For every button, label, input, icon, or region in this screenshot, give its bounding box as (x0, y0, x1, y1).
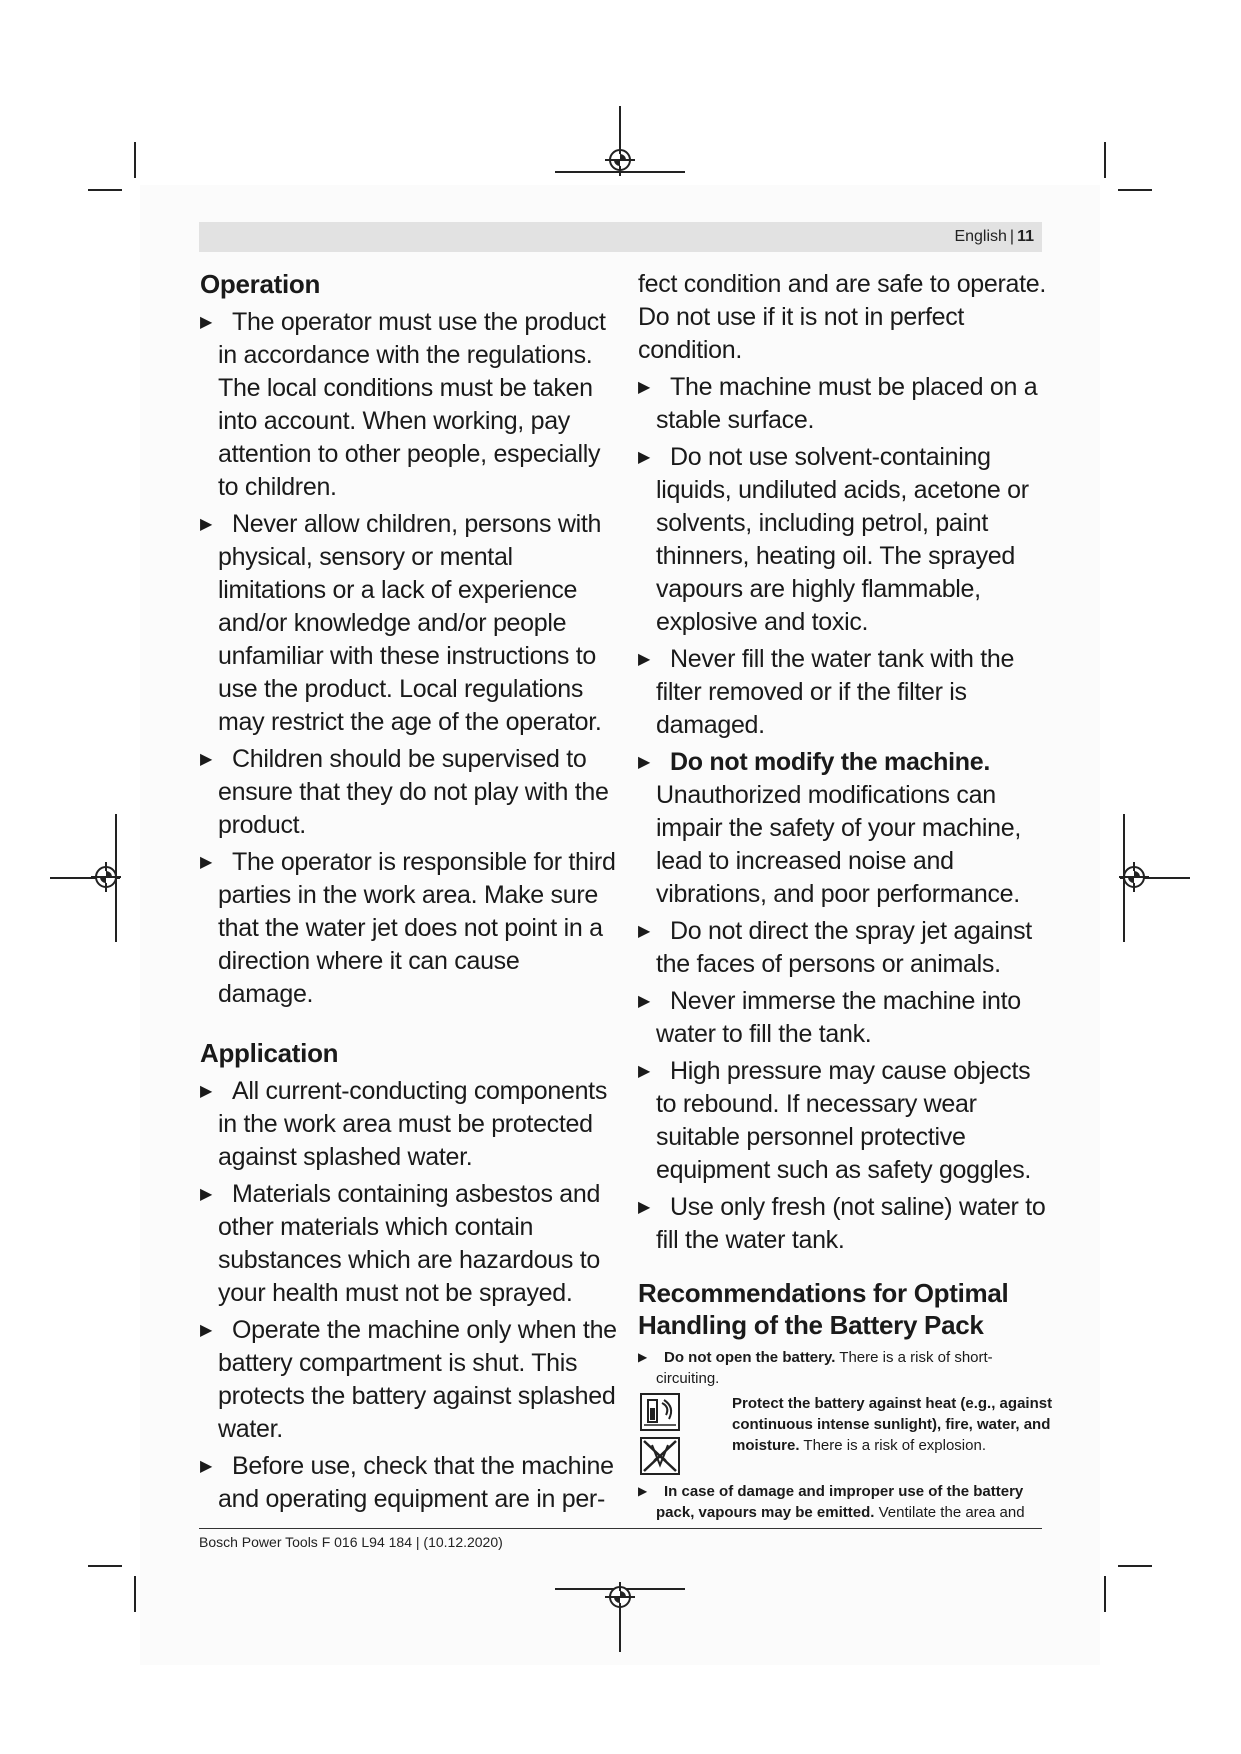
footer-text: Bosch Power Tools F 016 L94 184 | (10.12.2020) (199, 1534, 503, 1550)
heat-sun-warning-icon (640, 1393, 680, 1431)
registration-mark-bottom (609, 1586, 631, 1608)
list-item: ▶ Do not open the battery. There is a risk of short-circuiting. (638, 1349, 993, 1387)
header-language: English (954, 228, 1007, 245)
list-item: ▶ Materials containing asbestos and other materials which contain substances which are hazardous to your health must not be sprayed. (200, 1180, 601, 1307)
crop-mark (1104, 1576, 1106, 1612)
list-item: ▶ The operator must use the product in accordance with the regulations. The local conditions must be taken into account. When working, pay attention to other people, especially to children. (200, 308, 606, 501)
battery-heat-warning-text: Protect the battery against heat (e.g., against continuous intense sunlight), fire, water, and moisture. There is a risk of explosion. (732, 1395, 1053, 1454)
left-column (200, 268, 620, 1520)
registration-mark-top (609, 149, 631, 171)
list-item: ▶ Before use, check that the machine and operating equipment are in per- (200, 1452, 614, 1513)
bullet-arrow-icon: ▶ (638, 993, 651, 1010)
bullet-arrow-icon: ▶ (200, 854, 213, 871)
list-item: ▶ The machine must be placed on a stable surface. (638, 373, 1038, 434)
list-item: ▶ In case of damage and improper use of the battery pack, vapours may be emitted. Ventilate the area and (638, 1483, 1025, 1521)
continued-text: fect condition and are safe to operate. Do not use if it is not in perfect condition. (638, 270, 1047, 364)
bullet-arrow-icon: ▶ (200, 1458, 213, 1475)
list-item: ▶ Never fill the water tank with the filter removed or if the filter is damaged. (638, 645, 1015, 739)
bullet-arrow-icon: ▶ (200, 1186, 213, 1203)
list-item: ▶ Operate the machine only when the battery compartment is shut. This protects the battery against splashed water. (200, 1316, 617, 1443)
battery-warning-block (638, 1393, 1053, 1475)
header-label: English | 11 (954, 228, 1034, 245)
bullet-arrow-icon: ▶ (638, 923, 651, 940)
list-item: ▶ Do not modify the machine. Unauthorized modifications can impair the safety of your machine, lead to increased noise and vibrations, and poor performance. (638, 748, 1021, 908)
page-header (199, 222, 1042, 252)
list-item: ▶ All current-conducting components in the work area must be protected against splashed water. (200, 1077, 608, 1171)
bullet-arrow-icon: ▶ (638, 1484, 648, 1498)
battery-heading: Recommendations for Optimal Handling of the Battery Pack (638, 1278, 1009, 1340)
list-item: ▶ High pressure may cause objects to rebound. If necessary wear suitable personnel protective equipment such as safety goggles. (638, 1057, 1032, 1184)
list-item: ▶ Children should be supervised to ensure that they do not play with the product. (200, 745, 609, 839)
bullet-arrow-icon: ▶ (638, 449, 651, 466)
bullet-arrow-icon: ▶ (638, 1063, 651, 1080)
list-item: ▶ Never allow children, persons with physical, sensory or mental limitations or a lack of experience and/or knowledge and/or people unfamiliar with these instructions to use the product. Local regulations may restrict the age of the operator. (200, 510, 602, 736)
list-item: ▶ The operator is responsible for third parties in the work area. Make sure that the water jet does not point in a direction where it can cause damage. (200, 848, 616, 1008)
no-water-icon (640, 1437, 680, 1475)
crop-mark (88, 1565, 122, 1567)
bullet-arrow-icon: ▶ (200, 751, 213, 768)
crop-mark (1118, 1565, 1152, 1567)
bullet-arrow-icon: ▶ (200, 1322, 213, 1339)
warning-icons (638, 1393, 700, 1475)
crop-mark (1104, 142, 1106, 178)
bullet-arrow-icon: ▶ (638, 379, 651, 396)
list-item: ▶ Do not use solvent-containing liquids, undiluted acids, acetone or solvents, including petrol, paint thinners, heating oil. The sprayed vapours are highly flammable, explosive and toxic. (638, 443, 1029, 636)
operation-heading: Operation (200, 269, 321, 299)
list-item: ▶ Use only fresh (not saline) water to fill the water tank. (638, 1193, 1046, 1254)
bullet-arrow-icon: ▶ (200, 314, 213, 331)
bullet-arrow-icon: ▶ (638, 1350, 648, 1364)
bullet-arrow-icon: ▶ (200, 1083, 213, 1100)
crop-mark (1118, 189, 1152, 191)
crop-mark (134, 1576, 136, 1612)
registration-mark-right (1123, 866, 1145, 888)
bullet-arrow-icon: ▶ (638, 754, 651, 771)
list-item: ▶ Do not direct the spray jet against the faces of persons or animals. (638, 917, 1032, 978)
footer-divider (199, 1528, 1042, 1529)
bullet-arrow-icon: ▶ (638, 1199, 651, 1216)
bullet-arrow-icon: ▶ (200, 516, 213, 533)
application-heading: Application (200, 1038, 339, 1068)
page-number: 11 (1017, 228, 1034, 245)
list-item: ▶ Never immerse the machine into water to fill the tank. (638, 987, 1021, 1048)
registration-mark-left (95, 866, 117, 888)
right-column (638, 268, 1053, 1527)
bullet-arrow-icon: ▶ (638, 651, 651, 668)
crop-mark (134, 142, 136, 178)
crop-mark (88, 189, 122, 191)
